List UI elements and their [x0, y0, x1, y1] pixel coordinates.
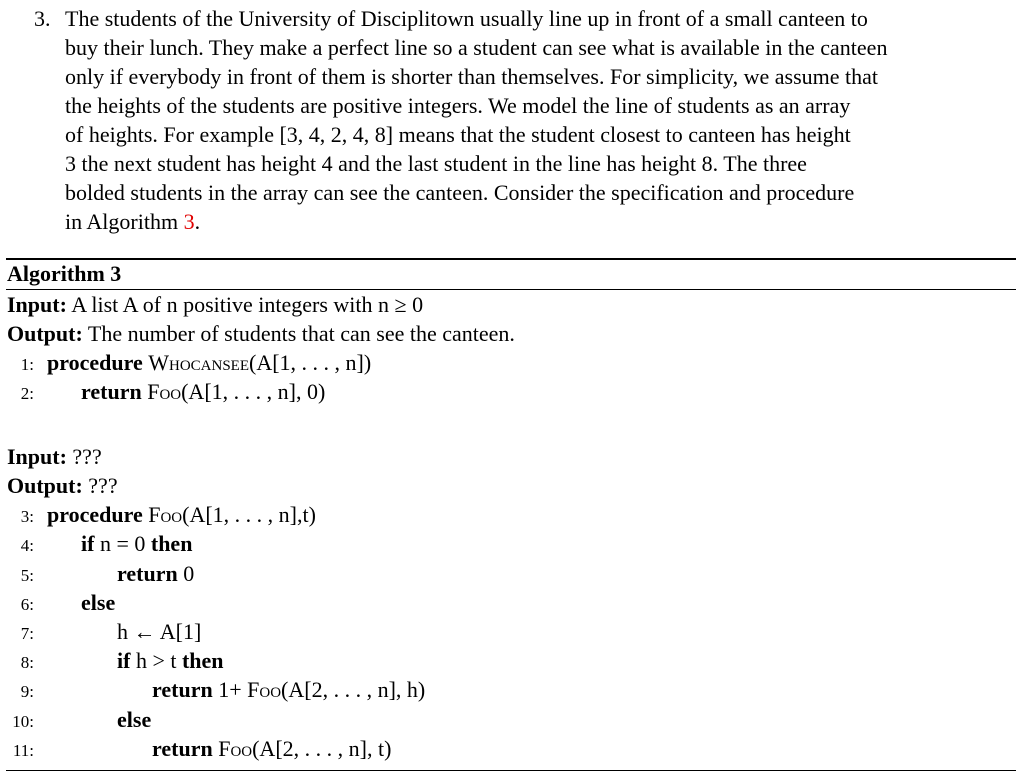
problem-text	[65, 4, 1018, 236]
output-spec-1	[7, 320, 515, 348]
problem-line-suffix: .	[194, 209, 201, 234]
line-number: 4:	[20, 536, 34, 555]
line-code: else	[117, 707, 152, 732]
line-number: 5:	[20, 566, 34, 585]
line-code: else	[81, 590, 116, 615]
line-number: 1:	[20, 355, 34, 374]
line-number: 9:	[20, 682, 34, 701]
input-spec-2	[7, 443, 102, 471]
output-spec-2	[7, 472, 118, 500]
input-label: Input:	[7, 292, 67, 317]
problem-line: The students of the University of Disciplitown usually line up in front of a small canteen to	[65, 6, 868, 31]
line-code: h ← A[1]	[117, 619, 202, 644]
problem-line: the heights of the students are positive integers. We model the line of students as an array	[65, 93, 851, 118]
line-code: if h > t then	[117, 648, 224, 673]
problem-line: buy their lunch. They make a perfect line so a student can see what is available in the canteen	[65, 35, 888, 60]
problem-number: 3.	[34, 6, 51, 31]
output-label: Output:	[7, 473, 83, 498]
output-text: The number of students that can see the canteen.	[87, 321, 515, 346]
line-code: return 1+ Foo(A[2, . . . , n], h)	[152, 677, 426, 702]
problem-line: 3 the next student has height 4 and the last student in the line has height 8. The three	[65, 151, 807, 176]
problem-line-last	[65, 207, 1018, 236]
algorithm-bottom-rule	[6, 770, 1016, 771]
line-code: return Foo(A[2, . . . , n], t)	[152, 736, 392, 761]
problem-statement	[6, 4, 1018, 236]
line-code: procedure Foo(A[1, . . . , n],t)	[47, 502, 316, 527]
line-code: procedure Whocansee(A[1, . . . , n])	[47, 350, 372, 375]
input-label: Input:	[7, 444, 67, 469]
line-number: 3:	[20, 507, 34, 526]
line-number: 11:	[12, 741, 34, 760]
line-code: return 0	[117, 561, 195, 586]
algorithm-top-rule	[6, 258, 1016, 260]
problem-line: only if everybody in front of them is shorter than themselves. For simplicity, we assume that	[65, 64, 879, 89]
problem-line: in Algorithm	[65, 209, 184, 234]
line-number: 10:	[12, 712, 34, 731]
input-spec-1	[7, 291, 423, 319]
line-code: return Foo(A[1, . . . , n], 0)	[81, 379, 326, 404]
problem-line: of heights. For example [3, 4, 2, 4, 8] means that the student closest to canteen has height	[65, 122, 851, 147]
algorithm-title: Algorithm 3	[7, 261, 122, 286]
line-number: 6:	[20, 595, 34, 614]
output-text: ???	[88, 473, 118, 498]
output-label: Output:	[7, 321, 83, 346]
line-number: 8:	[20, 653, 34, 672]
input-text: ???	[72, 444, 102, 469]
algorithm-reference-link[interactable]: 3	[183, 209, 195, 234]
line-number: 7:	[20, 624, 34, 643]
input-text: A list A of n positive integers with n ≥ 0	[71, 292, 424, 317]
line-number: 2:	[20, 384, 34, 403]
algorithm-title-rule	[6, 289, 1016, 290]
line-code: if n = 0 then	[81, 531, 193, 556]
problem-line: bolded students in the array can see the canteen. Consider the specification and procedure	[65, 180, 855, 205]
